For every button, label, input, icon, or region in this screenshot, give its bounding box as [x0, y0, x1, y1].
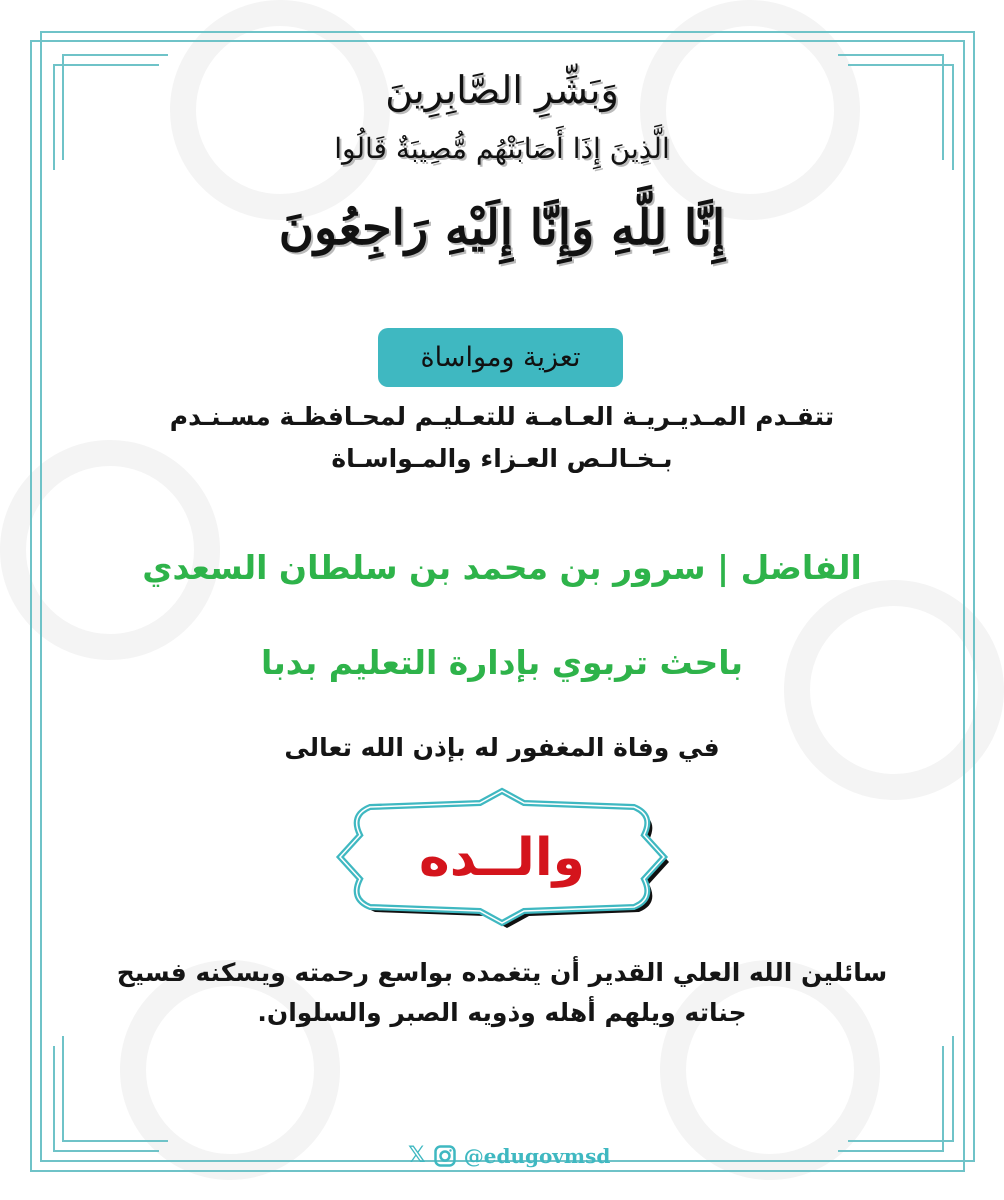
verse-line-2: الَّذِينَ إِذَا أَصَابَتْهُم مُّصِيبَةٌ قَالُوا [334, 132, 670, 165]
x-icon[interactable]: 𝕏 [408, 1143, 426, 1168]
prayer-line-1: سائلين الله العلي القدير أن يتغمده بواسع رحمته ويسكنه فسيح [116, 958, 888, 987]
social-handle[interactable]: @edugovmsd [463, 1143, 611, 1168]
corner-bracket [53, 1046, 159, 1152]
verse-line-3: إِنَّا لِلَّهِ وَإِنَّا إِلَيْهِ رَاجِعُونَ [278, 200, 726, 256]
recipient-title: باحث تربوي بإدارة التعليم بدبا [260, 643, 744, 682]
prayer-line-2: جناته ويلهم أهله وذويه الصبر والسلوان. [257, 998, 747, 1027]
corner-bracket [848, 1036, 954, 1142]
badge-label: تعزية ومواساة [420, 342, 581, 373]
verse-line-1: وَبَشِّرِ الصَّابِرِينَ [385, 68, 619, 112]
condolence-badge [378, 328, 623, 387]
deceased-relation: والــده [419, 828, 585, 888]
intro-line-1: تتقـدم المـديـريـة العـامـة للتعـليـم لمحـافظـة مسـنـدم [169, 402, 835, 431]
occasion-text: في وفاة المغفور له بإذن الله تعالى [284, 733, 720, 762]
instagram-icon[interactable] [434, 1145, 456, 1167]
intro-line-2: بـخـالـص العـزاء والمـواسـاة [331, 444, 673, 473]
social-footer [408, 1143, 610, 1168]
recipient-name: الفاضل | سرور بن محمد بن سلطان السعدي [142, 548, 862, 587]
